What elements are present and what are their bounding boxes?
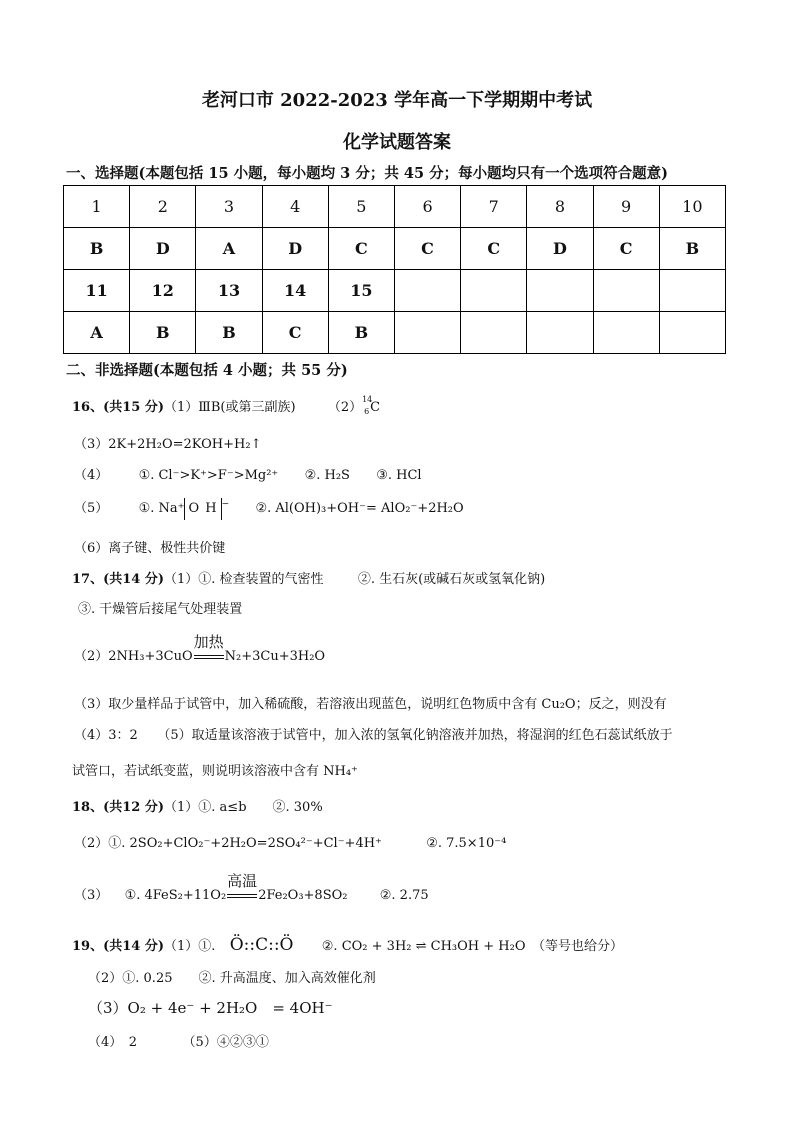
q17-line-5: （4）3：2 （5）取适量该溶液于试管中，加入浓的氢氧化钠溶液并加热，将湿润的红色石蕊试纸放于 <box>74 728 673 743</box>
table-cell: C <box>262 312 328 354</box>
table-cell: C <box>593 228 659 270</box>
q18-line-3 <box>74 872 429 903</box>
q16-5-answer-b: ②. Al(OH)₃+OH⁻= AlO₂⁻+2H₂O <box>255 501 464 516</box>
reaction-condition <box>193 633 225 664</box>
q18-answer-2b: ②. 7.5×10⁻⁴ <box>426 836 507 851</box>
q17-line-4: （3）取少量样品于试管中，加入稀硫酸，若溶液出现蓝色，说明红色物质中含有 Cu₂O；反之，则没有 <box>74 697 667 712</box>
q16-line-1 <box>72 396 380 415</box>
table-cell <box>593 312 659 354</box>
table-cell: D <box>527 228 593 270</box>
q18-line-2 <box>74 832 506 851</box>
co2-electron-dot: Ö::C::Ö <box>229 935 294 955</box>
q16-sub-number: （5） <box>74 501 109 516</box>
table-cell: 11 <box>64 270 130 312</box>
q16-line-2: （3）2K+2H₂O=2KOH+H₂↑ <box>74 437 262 452</box>
hydroxide-formula: O H <box>188 500 218 516</box>
table-cell: B <box>196 312 262 354</box>
equation-right: N₂+3Cu+3H₂O <box>224 649 326 664</box>
table-cell <box>394 270 460 312</box>
sodium-ion-label: ①. Na⁺ <box>138 501 185 516</box>
equation-right: 2Fe₂O₃+8SO₂ <box>258 888 348 903</box>
q18-answer-1: （1）①. a≤b ②. 30% <box>164 800 323 815</box>
element-symbol: C <box>370 400 381 415</box>
q16-sub-number: （4） <box>74 468 109 483</box>
section-heading-choice: 一、选择题(本题包括 15 小题，每小题均 3 分；共 45 分；每小题均只有一个选项符合题意) <box>66 165 668 182</box>
q16-4-answer-a: ①. Cl⁻>K⁺>F⁻>Mg²⁺ <box>138 468 279 483</box>
answer-table <box>63 185 726 354</box>
q17-answer-1a: （1）①. 检查装置的气密性 <box>164 572 324 587</box>
q18-answer-3b: ②. 2.75 <box>379 888 429 903</box>
table-cell: B <box>328 312 394 354</box>
table-cell <box>527 270 593 312</box>
table-cell: 10 <box>659 186 725 228</box>
table-cell: B <box>64 228 130 270</box>
q16-answer-2-prefix: （2） <box>327 400 363 415</box>
table-cell: B <box>659 228 725 270</box>
q17-line-1 <box>72 568 545 587</box>
equals-sign <box>227 894 257 898</box>
table-row <box>64 186 726 228</box>
q19-line-2: （2）①. 0.25 ②. 升高温度、加入高效催化剂 <box>88 971 376 986</box>
charge-mark: − <box>221 499 230 510</box>
table-row <box>64 270 726 312</box>
q16-4-answer-b: ②. H₂S <box>304 468 350 483</box>
q17-answer-1b: ②. 生石灰(或碱石灰或氢氧化钠) <box>357 572 546 587</box>
table-cell <box>461 312 527 354</box>
table-cell: 5 <box>328 186 394 228</box>
q17-line-6: 试管口，若试纸变蓝，则说明该溶液中含有 NH₄⁺ <box>72 764 358 779</box>
equation-left: ①. 4FeS₂+11O₂ <box>124 888 227 903</box>
table-cell <box>593 270 659 312</box>
condition-label: 加热 <box>193 633 224 651</box>
nuclide-notation <box>362 394 373 416</box>
table-cell: A <box>196 228 262 270</box>
q19-line-1 <box>72 935 623 955</box>
table-cell: 9 <box>593 186 659 228</box>
section-heading-nonchoice: 二、非选择题(本题包括 4 小题；共 55 分) <box>66 362 348 379</box>
reaction-condition <box>226 872 258 903</box>
table-cell <box>659 312 725 354</box>
table-cell: D <box>130 228 196 270</box>
q16-line-5: （6）离子键、极性共价键 <box>74 541 226 556</box>
q17-head: 17、(共14 分) <box>72 572 165 587</box>
q17-sub-number: （2） <box>74 649 109 664</box>
q18-answer-2a: （2）①. 2SO₂+ClO₂⁻+2H₂O=2SO₄²⁻+Cl⁻+4H⁺ <box>74 836 382 851</box>
table-cell: 4 <box>262 186 328 228</box>
table-cell: 1 <box>64 186 130 228</box>
q18-line-1 <box>72 796 323 815</box>
q19-answer-1-prefix: （1）①. <box>164 939 216 954</box>
table-row <box>64 228 726 270</box>
table-cell: 6 <box>394 186 460 228</box>
table-cell <box>461 270 527 312</box>
atomic-number: 6 <box>364 406 370 416</box>
q19-line-4: （4） 2 （5）④②③① <box>88 1035 269 1050</box>
q16-line-3 <box>74 464 422 483</box>
q16-line-4 <box>74 497 464 520</box>
table-cell <box>394 312 460 354</box>
table-cell: 13 <box>196 270 262 312</box>
table-row <box>64 312 726 354</box>
table-cell: 12 <box>130 270 196 312</box>
q18-sub-number: （3） <box>74 888 109 903</box>
table-cell: 2 <box>130 186 196 228</box>
table-cell: D <box>262 228 328 270</box>
table-cell: C <box>394 228 460 270</box>
page-title: 老河口市 2022-2023 学年高一下学期期中考试 <box>201 90 593 111</box>
table-cell: 14 <box>262 270 328 312</box>
table-cell <box>527 312 593 354</box>
hydroxide-electron-dot <box>184 498 221 520</box>
q16-4-answer-c: ③. HCl <box>376 468 422 483</box>
table-cell: 8 <box>527 186 593 228</box>
q17-line-2: ③. 干燥管后接尾气处理装置 <box>78 602 243 617</box>
table-cell: C <box>328 228 394 270</box>
q19-line-3: （3）O₂ + 4e⁻ + 2H₂O = 4OH⁻ <box>88 999 333 1017</box>
table-cell <box>659 270 725 312</box>
table-cell: C <box>461 228 527 270</box>
equation-left: 2NH₃+3CuO <box>108 649 193 664</box>
condition-label: 高温 <box>227 872 258 890</box>
q16-answer-1: （1）ⅢB(或第三副族) <box>164 400 296 415</box>
q17-line-3 <box>74 633 326 664</box>
table-cell: B <box>130 312 196 354</box>
q19-head: 19、(共14 分) <box>72 939 165 954</box>
table-cell: 3 <box>196 186 262 228</box>
page-subtitle: 化学试题答案 <box>343 132 451 153</box>
q19-answer-1b: ②. CO₂ + 3H₂ ⇌ CH₃OH + H₂O （等号也给分） <box>321 939 624 954</box>
table-cell: A <box>64 312 130 354</box>
table-cell: 7 <box>461 186 527 228</box>
q16-head: 16、(共15 分) <box>72 400 165 415</box>
q18-head: 18、(共12 分) <box>72 800 165 815</box>
mass-number: 14 <box>362 394 373 404</box>
table-cell: 15 <box>328 270 394 312</box>
equals-sign <box>194 655 224 659</box>
